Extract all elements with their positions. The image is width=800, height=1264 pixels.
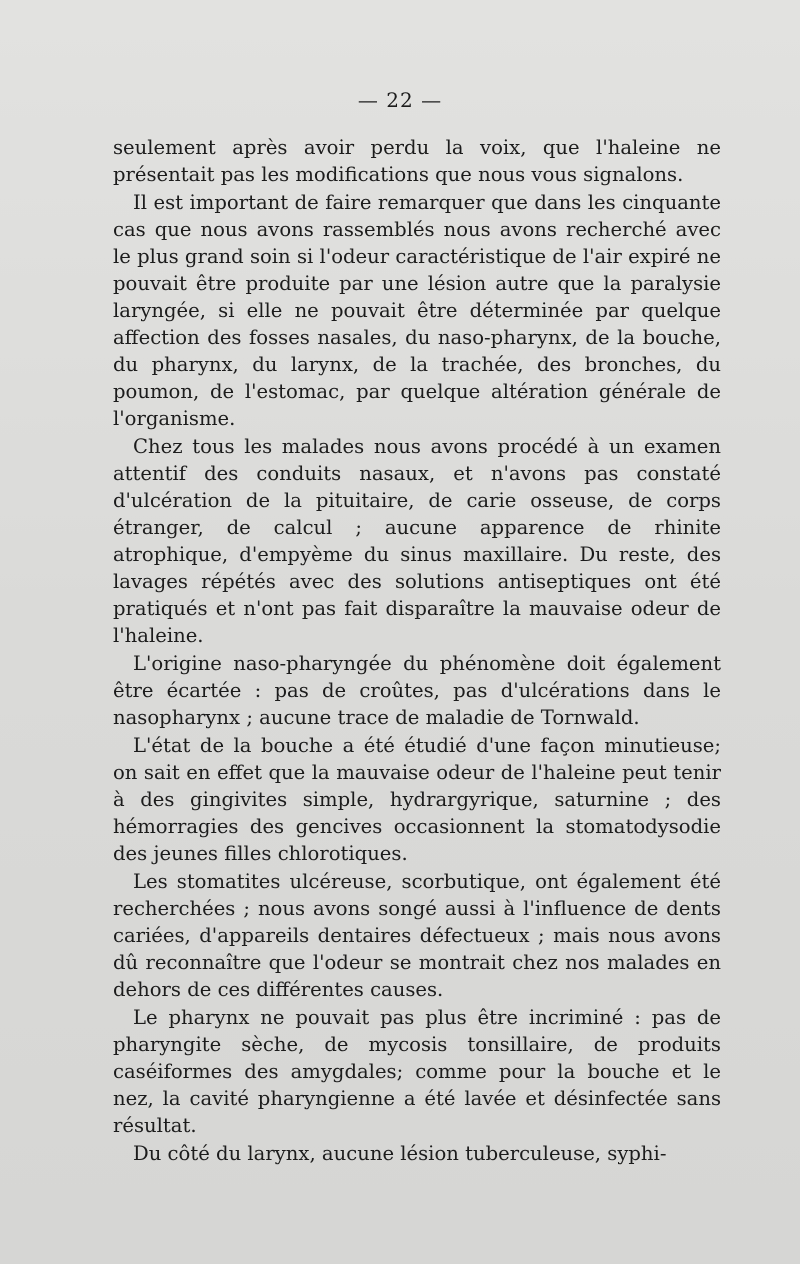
paragraph-6: Les stomatites ulcéreuse, scorbutique, ont également été recherchées ; nous avons songé aussi à l'influence de dents cariées, d'appareils dentaires défectueux ; mais nous avons dû reconnaître que l'odeur se montrait chez nos malades en dehors de ces différentes causes.	[113, 870, 721, 1001]
paragraph-4: L'origine naso-pharyngée du phénomène doit également être écartée : pas de croûtes, pas d'ulcérations dans le nasopharynx ; aucune trace de maladie de Tornwald.	[113, 652, 721, 729]
paragraph-5: L'état de la bouche a été étudié d'une façon minutieuse; on sait en effet que la mauvaise odeur de l'haleine peut tenir à des gingivites simple, hydrargyrique, saturnine ; des hémorragies des gencives occasionnent la stomatodysodie des jeunes filles chlorotiques.	[113, 734, 721, 865]
paragraph-1: seulement après avoir perdu la voix, que l'haleine ne présentait pas les modifications que nous vous signalons.	[113, 136, 721, 186]
page-number: — 22 —	[357, 88, 443, 112]
paragraph-7: Le pharynx ne pouvait pas plus être incriminé : pas de pharyngite sèche, de mycosis tonsillaire, de produits caséiformes des amygdales; comme pour la bouche et le nez, la cavité pharyngienne a été lavée et désinfectée sans résultat.	[113, 1006, 721, 1137]
paragraph-2: Il est important de faire remarquer que dans les cinquante cas que nous avons rassemblés nous avons recherché avec le plus grand soin si l'odeur caractéristique de l'air expiré ne pouvait être produite par une lésion autre que la paralysie laryngée, si elle ne pouvait être déterminée par quelque affection des fosses nasales, du naso-pharynx, de la bouche, du pharynx, du larynx, de la trachée, des bronches, du poumon, de l'estomac, par quelque altération générale de l'organisme.	[113, 191, 721, 430]
paragraph-3: Chez tous les malades nous avons procédé à un examen attentif des conduits nasaux, et n'avons pas constaté d'ulcération de la pituitaire, de carie osseuse, de corps étranger, de calcul ; aucune apparence de rhinite atrophique, d'empyème du sinus maxillaire. Du reste, des lavages répétés avec des solutions antiseptiques ont été pratiqués et n'ont pas fait disparaître la mauvaise odeur de l'haleine.	[113, 435, 721, 647]
paragraph-8: Du côté du larynx, aucune lésion tuberculeuse, syphi-	[133, 1142, 667, 1165]
body-text	[113, 134, 721, 1168]
